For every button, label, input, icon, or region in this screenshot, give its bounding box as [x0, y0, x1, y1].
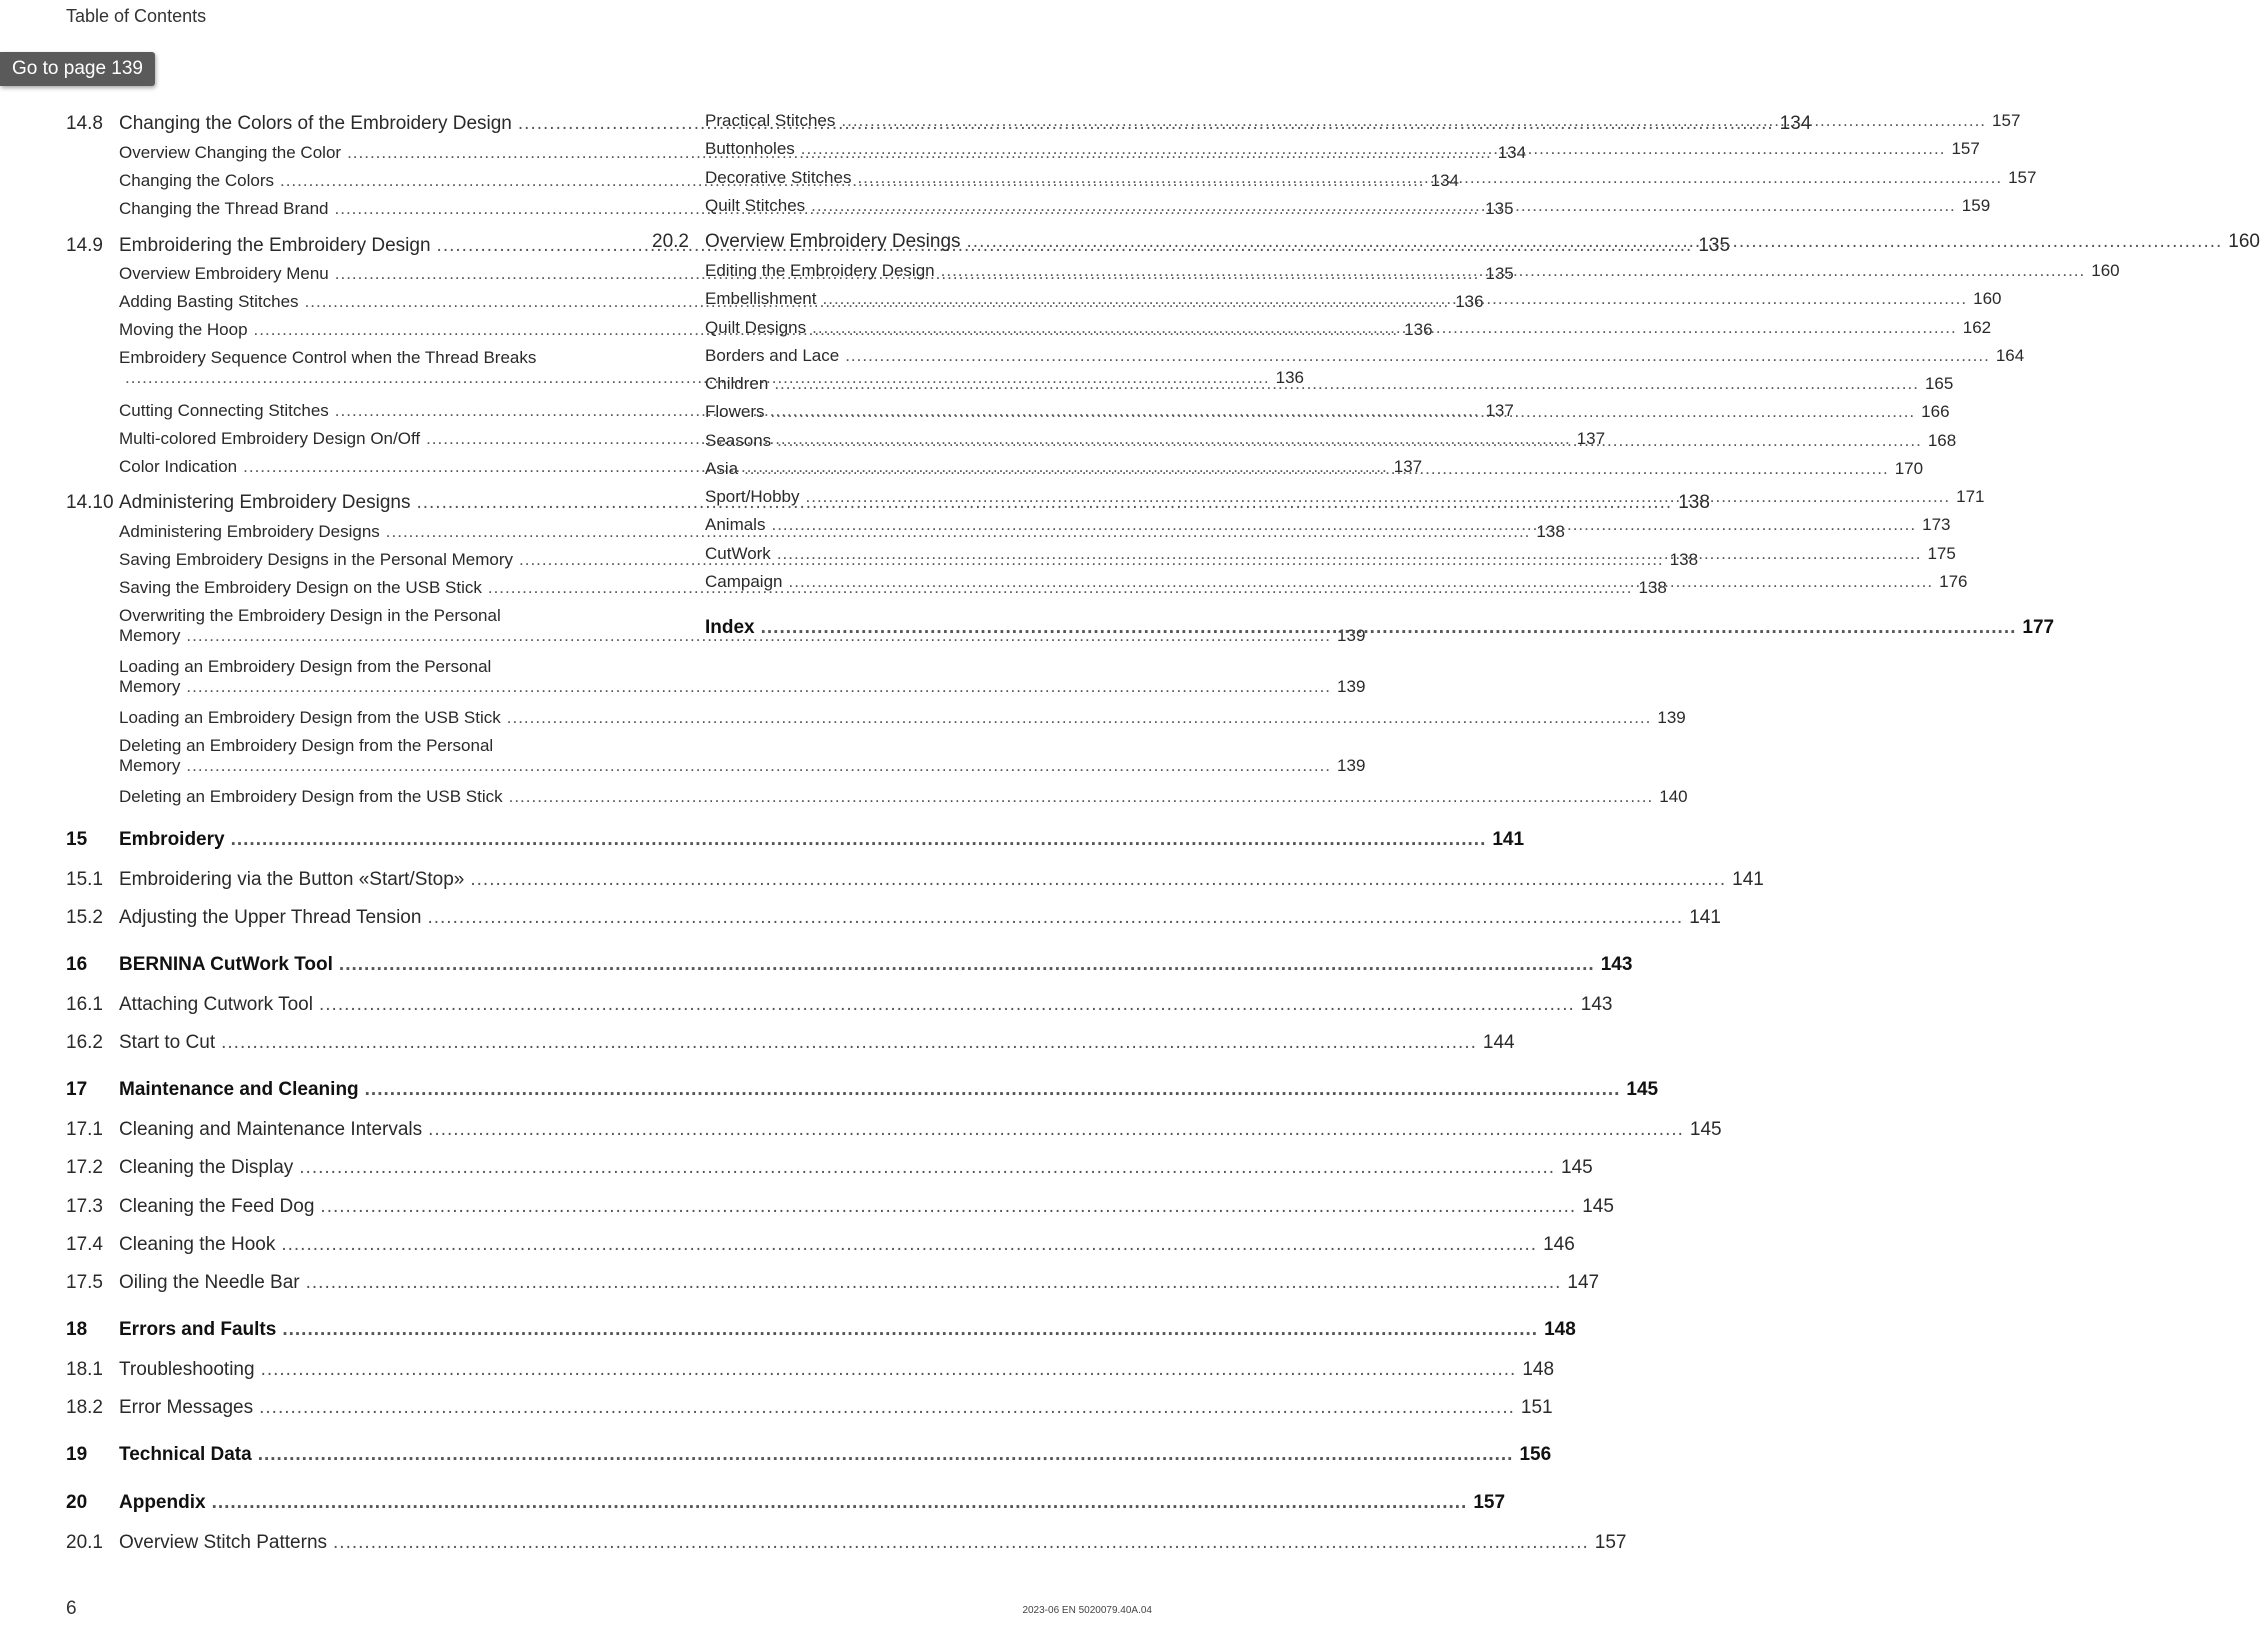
toc-entry-title: Embroidery Sequence Control when the Thread Breaks	[119, 348, 537, 367]
toc-entry-title: Index	[705, 617, 755, 638]
toc-entry-title: Cleaning the Hook	[119, 1234, 276, 1255]
toc-entry-title: Error Messages	[119, 1397, 254, 1418]
toc-entry[interactable]	[66, 1157, 1593, 1179]
toc-entry[interactable]	[66, 736, 1366, 776]
toc-entry-number: 14.10	[66, 492, 114, 513]
toc-entry-title: Overview Changing the Color	[119, 143, 342, 162]
toc-entry-title: Deleting an Embroidery Design from the USB Stick	[119, 787, 503, 806]
toc-entry-page: 176	[1939, 572, 1968, 591]
toc-entry-title: Cleaning and Maintenance Intervals	[119, 1119, 423, 1140]
toc-entry-page: 156	[1519, 1444, 1552, 1465]
toc-entry-page: 141	[1732, 869, 1764, 890]
dot-leader	[470, 869, 1726, 891]
toc-entry-page: 137	[1485, 401, 1514, 420]
toc-entry-page: 136	[1455, 292, 1484, 311]
dot-leader	[744, 459, 1889, 479]
toc-entry[interactable]	[66, 1272, 1600, 1294]
toc-entry-title-block	[119, 736, 1365, 776]
toc-entry-title: BERNINA CutWork Tool	[119, 954, 333, 975]
toc-entry-page: 160	[2091, 261, 2120, 280]
dot-leader	[281, 1234, 1537, 1256]
toc-entry-number: 17.1	[66, 1119, 103, 1140]
dot-leader	[777, 431, 1922, 451]
toc-entry-page: 139	[1337, 626, 1366, 645]
toc-entry-page: 157	[1594, 1532, 1627, 1553]
toc-entry-page: 147	[1567, 1272, 1600, 1293]
toc-entry[interactable]	[66, 1444, 1552, 1466]
dot-leader	[777, 544, 1922, 564]
toc-entry-number: 17.4	[66, 1234, 103, 1255]
toc-entry-number: 16.1	[66, 994, 103, 1015]
toc-entry-page: 175	[1927, 544, 1956, 563]
toc-entry-title: Saving the Embroidery Design on the USB Stick	[119, 578, 482, 597]
toc-entry[interactable]	[66, 1397, 1553, 1419]
toc-entry-page: 160	[1973, 289, 2002, 308]
toc-entry-page: 138	[1638, 578, 1667, 597]
toc-entry-title: Technical Data	[119, 1444, 252, 1465]
dot-leader	[320, 1196, 1576, 1218]
toc-entry-title: Adding Basting Stitches	[119, 292, 299, 311]
dot-leader	[811, 196, 1956, 216]
toc-entry-page: 143	[1580, 994, 1613, 1015]
toc-entry-title: Flowers	[705, 402, 765, 421]
toc-entry-page: 135	[1698, 235, 1731, 256]
toc-entry-page: 139	[1337, 756, 1366, 775]
toc-entry-title: Buttonholes	[705, 139, 795, 158]
toc-entry-title: Administering Embroidery Designs	[119, 522, 380, 541]
toc-entry-title: Saving Embroidery Designs in the Personal Memory	[119, 550, 514, 569]
toc-entry[interactable]	[66, 1234, 1575, 1256]
dot-leader	[259, 1397, 1515, 1419]
toc-entry-title: Attaching Cutwork Tool	[119, 994, 313, 1015]
toc-entry-page: 138	[1678, 492, 1710, 513]
dot-leader	[509, 787, 1654, 807]
toc-entry-title: Loading an Embroidery Design from the USB Stick	[119, 708, 501, 727]
toc-entry-title: Asia	[705, 459, 739, 478]
toc-entry-page: 138	[1669, 550, 1699, 569]
toc-entry-title: Administering Embroidery Designs	[119, 492, 411, 513]
toc-entry-title: Seasons	[705, 431, 772, 450]
toc-entry-title-cont: Memory	[119, 756, 181, 775]
dot-leader	[771, 402, 1916, 422]
page-title: Table of Contents	[66, 6, 207, 26]
toc-entry-number: 20.2	[652, 231, 689, 252]
toc-entry-number: 20.1	[66, 1532, 103, 1553]
toc-entry-number: 17.2	[66, 1157, 103, 1178]
toc-entry-title: Borders and Lace	[705, 346, 840, 365]
toc-entry-number: 18.2	[66, 1397, 103, 1418]
toc-entry-title: Changing the Colors	[119, 171, 274, 190]
toc-entry-page: 171	[1956, 487, 1985, 506]
toc-entry-title: Cleaning the Display	[119, 1157, 294, 1178]
toc-entry[interactable]	[66, 1196, 1614, 1218]
toc-entry-continuation	[119, 677, 1365, 697]
toc-entry-page: 145	[1689, 1119, 1722, 1140]
toc-entry-continuation	[119, 756, 1365, 776]
toc-entry-page: 157	[1473, 1492, 1506, 1513]
toc-entry-page: 136	[1404, 320, 1433, 339]
dot-leader	[823, 289, 1968, 309]
toc-entry-number: 14.9	[66, 235, 103, 256]
toc-entry-title: Embroidery	[119, 829, 225, 850]
toc-entry[interactable]	[66, 907, 1721, 929]
toc-entry-page: 177	[2022, 617, 2055, 638]
toc-entry-number: 19	[66, 1444, 88, 1465]
dot-leader	[941, 261, 2086, 281]
toc-entry-page: 157	[1951, 139, 1980, 158]
toc-entry-title: Loading an Embroidery Design from the Personal	[119, 657, 492, 676]
toc-entry-page: 165	[1924, 374, 1954, 393]
dot-leader	[186, 756, 1331, 776]
toc-entry-page: 162	[1962, 318, 1992, 337]
dot-leader	[221, 1032, 1477, 1054]
dot-leader	[365, 1079, 1621, 1101]
toc-entry-page: 137	[1393, 457, 1423, 476]
toc-entry-title: Changing the Thread Brand	[119, 199, 329, 218]
toc-entry-title: Editing the Embroidery Design	[705, 261, 935, 280]
toc-entry-title: Color Indication	[119, 457, 238, 476]
toc-entry-title: Start to Cut	[119, 1032, 216, 1053]
dot-leader	[812, 318, 1957, 338]
toc-entry-page: 144	[1482, 1032, 1515, 1053]
toc-entry-title: Cutting Connecting Stitches	[119, 401, 329, 420]
toc-entry[interactable]	[66, 1492, 1506, 1514]
toc-entry[interactable]	[66, 954, 1633, 976]
toc-entry-page: 139	[1657, 708, 1686, 727]
go-to-page-button[interactable]: Go to page 139	[0, 52, 155, 86]
toc-entry-page: 139	[1337, 677, 1366, 696]
toc-entry-title: Quilt Stitches	[705, 196, 806, 215]
toc-entry-page: 141	[1492, 829, 1525, 850]
dot-leader	[845, 346, 1990, 366]
toc-entry-title: Oiling the Needle Bar	[119, 1272, 300, 1293]
toc-entry-page: 145	[1582, 1196, 1614, 1217]
document-code: 2023-06 EN 5020079.40A.04	[1022, 1605, 1152, 1616]
toc-entry[interactable]	[66, 708, 1686, 728]
dot-leader	[428, 1119, 1684, 1141]
dot-leader	[761, 617, 2017, 639]
toc-entry-title: Changing the Colors of the Embroidery Design	[119, 113, 512, 134]
dot-leader	[841, 111, 1986, 131]
toc-entry-number: 16	[66, 954, 88, 975]
toc-entry-title: CutWork	[705, 544, 771, 563]
toc-entry-title: Decorative Stitches	[705, 168, 852, 187]
toc-entry-title: Overwriting the Embroidery Design in the Personal	[119, 606, 501, 625]
toc-entry-number: 15	[66, 829, 88, 850]
dot-leader	[319, 994, 1575, 1016]
dot-leader	[299, 1157, 1555, 1179]
toc-entry-title-block	[119, 657, 1365, 697]
toc-entry-page: 157	[1992, 111, 2021, 130]
toc-entry-number: 17.5	[66, 1272, 103, 1293]
toc-entry-page: 134	[1779, 113, 1812, 134]
page-number: 6	[66, 1598, 77, 1619]
dot-leader	[261, 1359, 1517, 1381]
toc-entry-number: 14.8	[66, 113, 103, 134]
toc-entry-title-cont: Memory	[119, 626, 181, 645]
toc-entry-title: Cleaning the Feed Dog	[119, 1196, 315, 1217]
toc-entry-page: 145	[1561, 1157, 1593, 1178]
dot-leader	[186, 677, 1331, 697]
dot-leader	[282, 1319, 1538, 1341]
toc-entry-number: 15.2	[66, 907, 103, 928]
toc-entry-title: Animals	[705, 515, 766, 534]
toc-entry-page: 136	[1275, 368, 1305, 387]
toc-entry-page: 159	[1961, 196, 1991, 215]
toc-entry[interactable]	[652, 346, 2025, 366]
toc-entry[interactable]	[66, 1119, 1722, 1141]
toc-entry-page: 145	[1626, 1079, 1659, 1100]
dot-leader	[333, 1532, 1589, 1554]
dot-leader	[306, 1272, 1562, 1294]
toc-entry-page: 164	[1995, 346, 2025, 365]
toc-entry[interactable]	[66, 829, 1525, 851]
toc-entry-title: Quilt Designs	[705, 318, 807, 337]
toc-entry-page: 137	[1576, 429, 1606, 448]
toc-entry-title: Embroidering via the Button «Start/Stop»	[119, 869, 465, 890]
toc-entry-title: Campaign	[705, 572, 783, 591]
toc-entry-page: 135	[1485, 199, 1514, 218]
toc-entry-page: 134	[1497, 143, 1527, 162]
toc-entry-title: Sport/Hobby	[705, 487, 800, 506]
toc-entry-number: 17	[66, 1079, 88, 1100]
toc-entry-page: 141	[1689, 907, 1721, 928]
toc-entry-title: Practical Stitches	[705, 111, 836, 130]
toc-entry-title: Deleting an Embroidery Design from the Personal	[119, 736, 494, 755]
toc-entry-page: 151	[1520, 1397, 1553, 1418]
dot-leader	[857, 168, 2002, 188]
toc-entry-number: 15.1	[66, 869, 103, 890]
dot-leader	[801, 139, 1946, 159]
toc-entry-number: 18	[66, 1319, 88, 1340]
dot-leader	[258, 1444, 1514, 1466]
toc-entry[interactable]	[66, 1319, 1576, 1341]
toc-entry[interactable]	[66, 1359, 1555, 1381]
toc-entry-title: Multi-colored Embroidery Design On/Off	[119, 429, 421, 448]
toc-entry[interactable]	[66, 657, 1366, 697]
toc-entry-page: 134	[1430, 171, 1459, 190]
toc-entry-page: 148	[1522, 1359, 1555, 1380]
dot-leader	[806, 487, 1951, 507]
toc-entry[interactable]	[66, 994, 1613, 1016]
toc-entry-title: Overview Embroidery Menu	[119, 264, 329, 283]
toc-entry-title: Embroidering the Embroidery Design	[119, 235, 431, 256]
toc-entry-page: 160	[2228, 231, 2260, 252]
toc-entry-title: Adjusting the Upper Thread Tension	[119, 907, 422, 928]
dot-leader	[427, 907, 1683, 929]
toc-entry-page: 143	[1600, 954, 1633, 975]
dot-leader	[967, 231, 2223, 253]
toc-entry-number: 16.2	[66, 1032, 103, 1053]
toc-entry-title: Troubleshooting	[119, 1359, 255, 1380]
toc-entry-page: 157	[2008, 168, 2037, 187]
toc-entry[interactable]	[66, 869, 1764, 891]
toc-entry-page: 173	[1922, 515, 1951, 534]
toc-entry-page: 166	[1921, 402, 1950, 421]
toc-entry-title: Overview Stitch Patterns	[119, 1532, 328, 1553]
toc-entry-title: Embellishment	[705, 289, 817, 308]
toc-entry-title: Children	[705, 374, 769, 393]
toc-entry[interactable]	[66, 1032, 1515, 1054]
toc-entry-title: Overview Embroidery Desings	[705, 231, 961, 252]
dot-leader	[231, 829, 1487, 851]
dot-leader	[507, 708, 1652, 728]
toc-entry-number: 18.1	[66, 1359, 103, 1380]
toc-entry-title: Appendix	[119, 1492, 206, 1513]
toc-entry[interactable]	[66, 1532, 1627, 1554]
toc-entry-page: 146	[1543, 1234, 1575, 1255]
toc-entry-title: Moving the Hoop	[119, 320, 248, 339]
toc-entry-number: 17.3	[66, 1196, 103, 1217]
toc-entry-page: 170	[1894, 459, 1924, 478]
dot-leader	[789, 572, 1934, 592]
dot-leader	[212, 1492, 1468, 1514]
toc-entry-page: 135	[1485, 264, 1514, 283]
toc-entry-page: 168	[1927, 431, 1957, 450]
toc-entry-page: 148	[1544, 1319, 1576, 1340]
toc-entry-page: 138	[1536, 522, 1565, 541]
toc-entry-title: Maintenance and Cleaning	[119, 1079, 359, 1100]
dot-leader	[339, 954, 1595, 976]
toc-entry-title: Errors and Faults	[119, 1319, 277, 1340]
toc-entry[interactable]	[66, 1079, 1659, 1101]
toc-entry-number: 20	[66, 1492, 88, 1513]
dot-leader	[771, 515, 1916, 535]
dot-leader	[774, 374, 1919, 394]
toc-entry[interactable]	[66, 787, 1688, 807]
toc-entry-title-cont: Memory	[119, 677, 181, 696]
toc-entry-page: 140	[1659, 787, 1688, 806]
